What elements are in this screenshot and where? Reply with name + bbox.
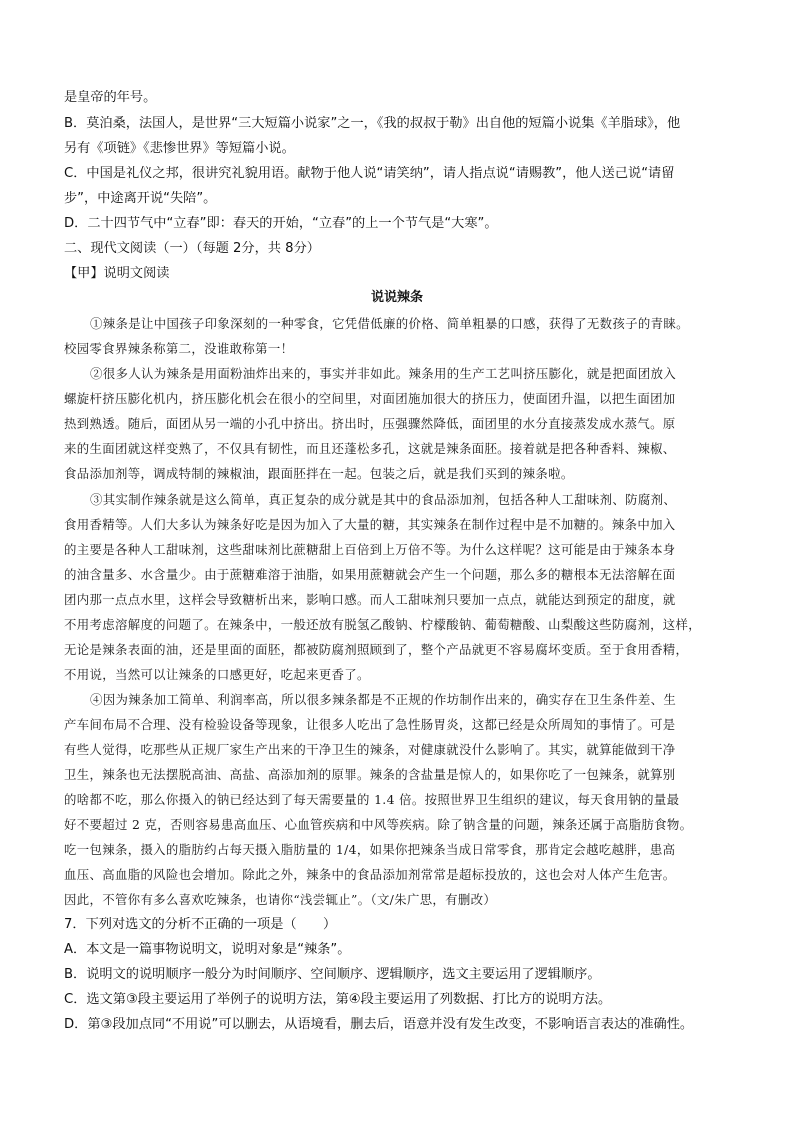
option-a-tail: 是皇帝的年号。 bbox=[64, 90, 157, 105]
article-line: 不用说，当然可以让辣条的口感更好，吃起来更香了。 bbox=[64, 667, 370, 682]
option-c-line-1: C．中国是礼仪之邦，很讲究礼貌用语。献物于他人说“请笑纳”，请人指点说“请赐教”，他人送己说“请留 bbox=[64, 166, 675, 181]
question7-option-d: D．第③段加点同“不用说”可以删去，从语境看，删去后，语意并没有发生改变，不影响语言表达的准确性。 bbox=[64, 1017, 694, 1032]
article-line: 产车间布局不合理、没有检验设备等现象，让很多人吃出了急性肠胃炎，这都已经是众所周知的事情了。可是 bbox=[64, 717, 676, 732]
question7-option-a: A．本文是一篇事物说明文，说明对象是“辣条”。 bbox=[64, 942, 351, 957]
section-heading: 二、现代文阅读（一）（每题 2分，共 8分） bbox=[64, 241, 320, 256]
option-d: D．二十四节气中“立春”即：春天的开始，“立春”的上一个节气是“大寒”。 bbox=[64, 216, 498, 231]
article-line: 的油含量多、水含量少。由于蔗糖难溶于油脂，如果用蔗糖就会产生一个问题，那么多的糖根本无法溶解在面 bbox=[64, 567, 676, 582]
option-b-line-1: B．莫泊桑，法国人，是世界“三大短篇小说家”之一，《我的叔叔于勒》出自他的短篇小说集《羊脂球》，他 bbox=[64, 116, 681, 131]
option-b-line-2: 另有《项链》《悲惨世界》等短篇小说。 bbox=[64, 141, 295, 156]
question7-option-b: B．说明文的说明顺序一般分为时间顺序、空间顺序、逻辑顺序，选文主要运用了逻辑顺序。 bbox=[64, 967, 601, 982]
article-line: 来的生面团就这样变熟了，不仅具有韧性，而且还蓬松多孔，这就是辣条面胚。接着就是把各种香料、辣椒、 bbox=[64, 441, 676, 456]
article-line: 有些人觉得，吃那些从正规厂家生产出来的干净卫生的辣条，对健康就没什么影响了。其实，就算能做到干净 bbox=[64, 742, 676, 757]
article-line: 血压、高血脂的风险也会增加。除此之外，辣条中的食品添加剂常常是超标投放的，这也会对人体产生危害。 bbox=[64, 867, 676, 882]
article-line: 无论是辣条表面的油，还是里面的面胚，都被防腐剂照顾到了，整个产品就更不容易腐坏变质。至于食用香精， bbox=[64, 642, 689, 657]
article-line: 卫生，辣条也无法摆脱高油、高盐、高添加剂的原罪。辣条的含盐量是惊人的，如果你吃了一包辣条，就算别 bbox=[64, 767, 676, 782]
question7-option-c: C．选文第③段主要运用了举例子的说明方法，第④段主要运用了列数据、打比方的说明方法。 bbox=[64, 992, 612, 1007]
article-line: ①辣条是让中国孩子印象深刻的一种零食，它凭借低廉的价格、简单粗暴的口感，获得了无数孩子的青睐。 bbox=[90, 316, 689, 331]
article-line: 食品添加剂等，调成特制的辣椒油，跟面胚拌在一起。包装之后，就是我们买到的辣条啦。 bbox=[64, 466, 574, 481]
article-line: ③其实制作辣条就是这么简单，真正复杂的成分就是其中的食品添加剂，包括各种人工甜味剂、防腐剂、 bbox=[90, 492, 677, 507]
section-sub-heading: 【甲】说明文阅读 bbox=[64, 266, 170, 281]
article-line: 因此，不管你有多么喜欢吃辣条，也请你“浅尝辄止”。（文/朱广思，有删改） bbox=[64, 892, 497, 907]
article-line: 的啥都不吃，那么你摄入的钠已经达到了每天需要量的 1.4 倍。按照世界卫生组织的建议，每天食用钠的量最 bbox=[64, 792, 680, 807]
article-line: ④因为辣条加工简单、利润率高，所以很多辣条都是不正规的作坊制作出来的，确实存在卫生条件差、生 bbox=[90, 692, 677, 707]
article-line: ②很多人认为辣条是用面粉油炸出来的，事实并非如此。辣条用的生产工艺叫挤压膨化，就是把面团放入 bbox=[90, 366, 677, 381]
option-c-line-2: 步”，中途离开说“失陪”。 bbox=[64, 191, 217, 206]
article-line: 好不要超过 2 克，否则容易患高血压、心血管疾病和中风等疾病。除了钠含量的问题，辣条还属于高脂肪食物。 bbox=[64, 817, 693, 832]
article-line: 热到熟透。随后，面团从另一端的小孔中挤出。挤出时，压强骤然降低，面团里的水分直接蒸发成水蒸气。原 bbox=[64, 416, 676, 431]
article-line: 吃一包辣条，摄入的脂肪约占每天摄入脂肪量的 1/4，如果你把辣条当成日常零食，那肯定会越吃越胖，患高 bbox=[64, 842, 676, 857]
article-line: 螺旋杆挤压膨化机内，挤压膨化机会在很小的空间里，对面团施加很大的挤压力，使面团升温，以把生面团加 bbox=[64, 391, 676, 406]
article-line: 不用考虑溶解度的问题了。在辣条中，一般还放有脱氢乙酸钠、柠檬酸钠、葡萄糖酸、山梨酸这些防腐剂，这样， bbox=[64, 617, 702, 632]
article-title: 说说辣条 bbox=[370, 290, 423, 305]
article-line: 团内那一点点水里，这样会导致糖析出来，影响口感。而人工甜味剂只要加一点点，就能达到预定的甜度，就 bbox=[64, 592, 676, 607]
article-line: 校园零食界辣条称第二，没谁敢称第一！ bbox=[64, 341, 294, 356]
question7-stem: 7．下列对选文的分析不正确的一项是（ ） bbox=[64, 917, 337, 932]
article-line: 食用香精等。人们大多认为辣条好吃是因为加入了大量的糖，其实辣条在制作过程中是不加糖的。辣条中加入 bbox=[64, 517, 676, 532]
article-line: 的主要是各种人工甜味剂，这些甜味剂比蔗糖甜上百倍到上万倍不等。为什么这样呢？这可能是由于辣条本身 bbox=[64, 542, 676, 557]
